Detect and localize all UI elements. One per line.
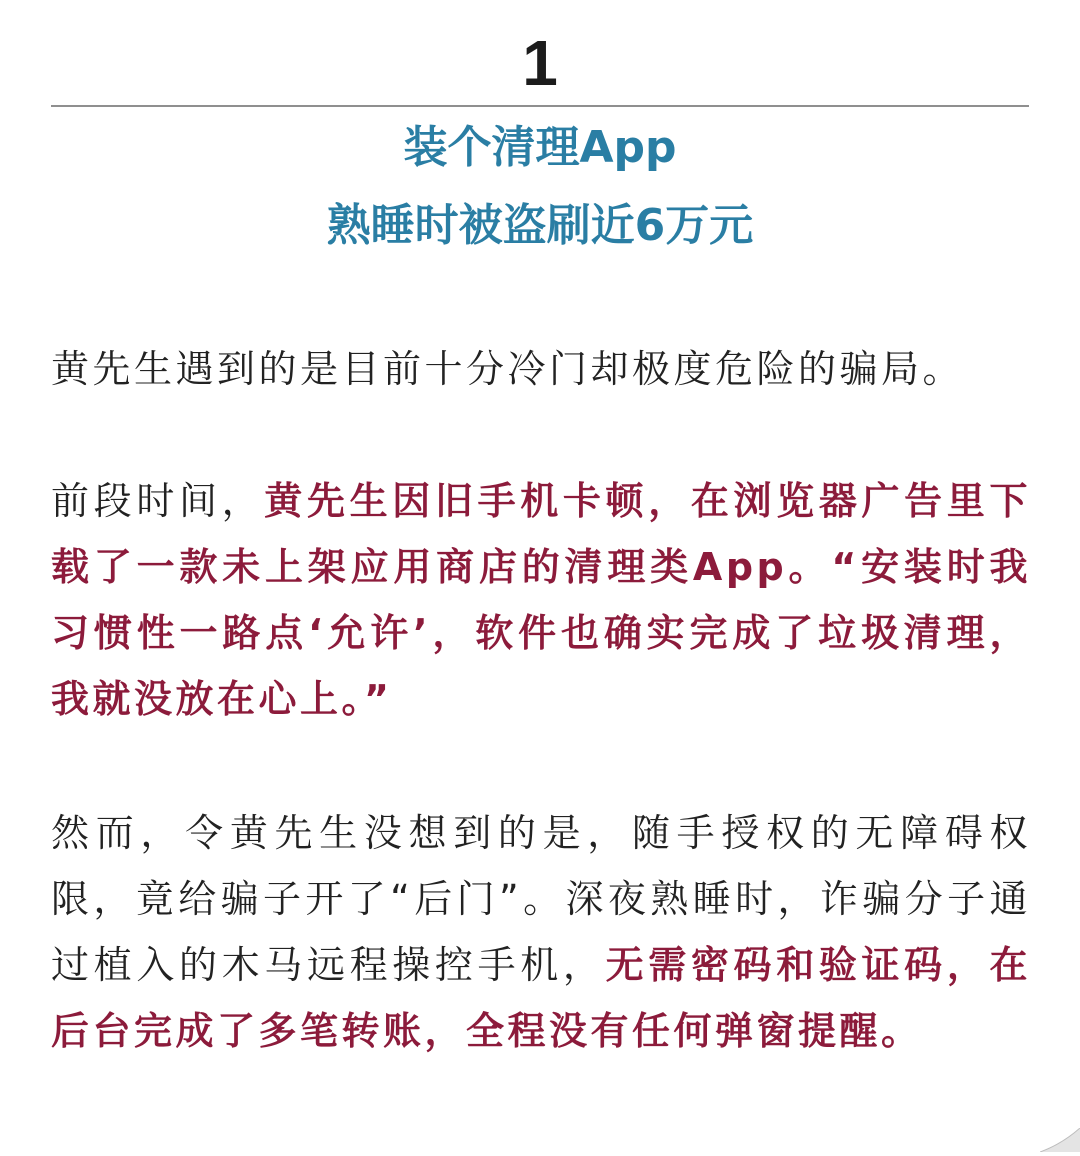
paragraph-3-text: 然而，令黄先生没想到的是，随手授权的无障碍权限，竟给骗子开了“后门”。深夜熟睡时，诈骗分子通过植入的木马远程操控手机， <box>51 811 1031 987</box>
partial-top-glyph <box>40 0 74 4</box>
page-curl-icon <box>1040 1128 1080 1152</box>
paragraph-3-highlight: 无需密码和验证码，在后台完成了多笔转账，全程没有任何弹窗提醒。 <box>51 943 1031 1053</box>
paragraph-1 <box>51 336 1031 402</box>
paragraph-2 <box>51 468 1031 732</box>
headline-line-2: 熟睡时被盗刷近6万元 <box>326 200 754 251</box>
headline-line-1: 装个清理App <box>403 122 677 173</box>
paragraph-2-highlight: 黄先生因旧手机卡顿，在浏览器广告里下载了一款未上架应用商店的清理类App。“安装时我习惯性一路点‘允许’，软件也确实完成了垃圾清理，我就没放在心上。” <box>51 479 1031 721</box>
paragraph-1-text: 黄先生遇到的是目前十分冷门却极度危险的骗局。 <box>51 347 965 391</box>
paragraph-3 <box>51 800 1031 1064</box>
paragraph-2-text: 前段时间， <box>51 479 265 523</box>
section-divider <box>51 105 1029 107</box>
section-number: 1 <box>522 27 558 99</box>
